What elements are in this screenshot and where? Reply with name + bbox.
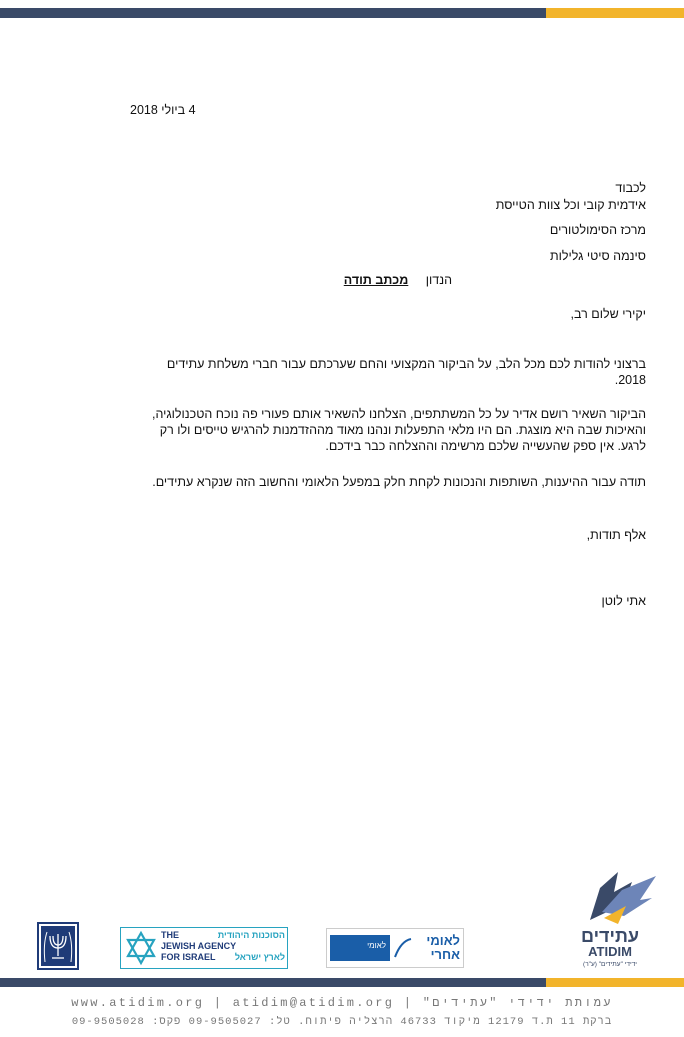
jewish-agency-he: הסוכנות היהודית	[217, 930, 285, 940]
star-of-david-icon	[123, 930, 159, 966]
swoosh-icon	[393, 937, 413, 959]
bird-icon	[560, 870, 660, 926]
jewish-agency-en-2: JEWISH AGENCY	[161, 941, 237, 951]
jewish-agency-en-3: FOR ISRAEL	[161, 952, 216, 962]
atidim-sub-text: ידידי "עתידים" (ע"ר)	[583, 961, 637, 968]
footer-line-2: ברקת 11 ת.ד 12179 מיקוד 46733 הרצליה פיתוח. טל: 09-9505027 פקס: 09-9505028	[71, 1016, 613, 1028]
atidim-he-text: עתידים	[581, 926, 639, 946]
jewish-agency-he-2: לארץ ישראל	[234, 952, 285, 962]
leumi-logo	[326, 928, 464, 968]
signature: אתי לוטן	[601, 594, 646, 608]
bottom-bar-gold	[546, 978, 684, 987]
paragraph-3: תודה עבור ההיענות, השותפות והנכונות לקחת חלק במפעל הלאומי והחשוב הזה שנקרא עתידים.	[152, 475, 646, 489]
recipient-line-3: מרכז הסימולטורים	[549, 223, 646, 237]
top-bar-gold	[546, 8, 684, 18]
logo-strip	[0, 860, 684, 980]
jewish-agency-en-1: THE	[161, 930, 179, 940]
bottom-bar-navy	[0, 978, 546, 987]
paragraph-1: ברצוני להודות לכם מכל הלב, על הביקור המקצועי והחם שערכתם עבור חברי משלחת עתידים 2018.	[166, 357, 646, 387]
state-emblem-logo	[37, 922, 79, 970]
atidim-logo	[560, 870, 660, 975]
footer-line-1: עמותת ידידי "עתידים" | www.atidim.org | atidim@atidim.org	[71, 996, 613, 1010]
leumi-small-label: לאומי	[367, 941, 386, 950]
letter-date: 4 ביולי 2018	[130, 103, 196, 117]
recipient-line-4: סינמה סיטי גלילות	[549, 249, 646, 263]
closing: אלף תודות,	[586, 528, 646, 542]
recipient-line-2: אידמית קובי וכל צוות הטייסת	[495, 198, 646, 212]
greeting: יקירי שלום רב,	[570, 307, 646, 321]
jewish-agency-logo	[120, 927, 288, 969]
leumi-he-text: לאומי אחרי	[426, 933, 460, 962]
subject-value: מכתב תודה	[343, 273, 409, 287]
paragraph-2: הביקור השאיר רושם אדיר על כל המשתתפים, הצלחנו להשאיר אותם פעורי פה נוכח הטכנולוגיה, והאיכות שבה היא מוצגת. הם היו מלאי התפעלות ונהנו מאוד מההזדמנות להרגיש טייסים ולו רק לרגע. אין ספק שהעשייה שלכם מרשימה וההצלחה כבר בידכם.	[152, 407, 646, 453]
subject-line	[344, 273, 452, 287]
recipient-line-1: לכבוד	[615, 181, 646, 195]
subject-label: הנדון	[425, 273, 452, 287]
atidim-en-text: ATIDIM	[588, 944, 632, 959]
top-bar-navy	[0, 8, 546, 18]
